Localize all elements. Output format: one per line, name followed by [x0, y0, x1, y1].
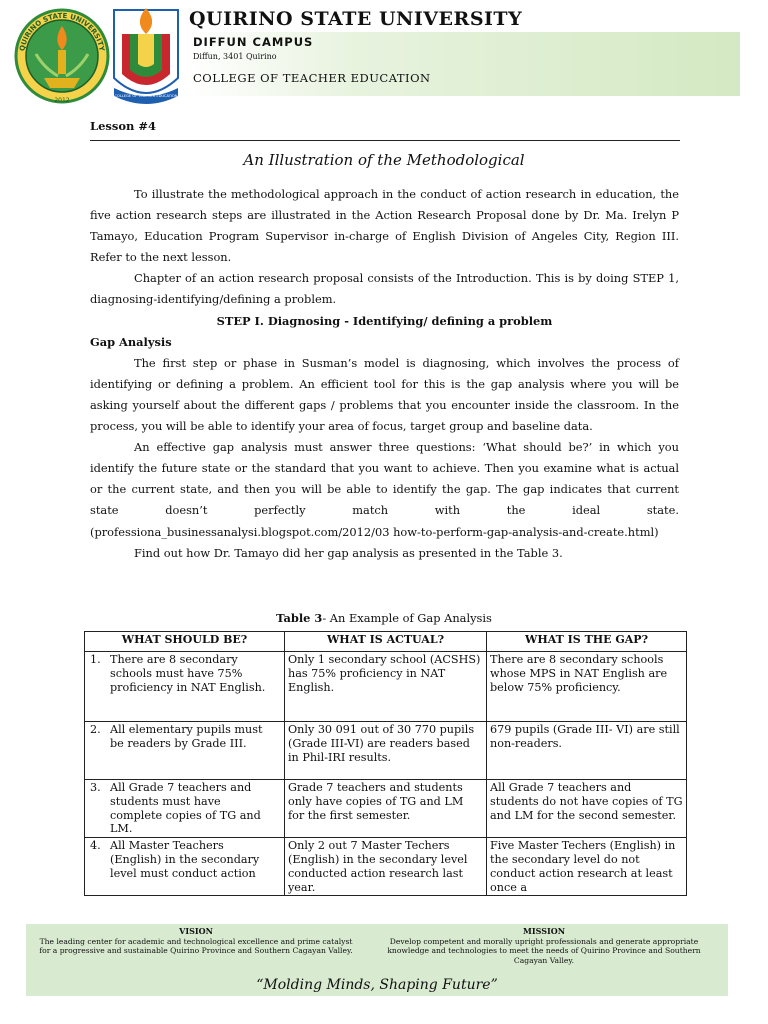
paragraph-diagnosing: The first step or phase in Susman’s model is diagnosing, which involves the process of identifying or defining a problem. An efficient tool for this is the gap analysis where you will be asking yourself about the different gaps / problems that you encounter inside the classroom. In the process, you will be able to identify your area of focus, target group and baseline data.	[90, 355, 679, 434]
table-row	[85, 652, 687, 722]
mission-title: MISSION	[523, 926, 565, 936]
table-cell	[85, 780, 285, 838]
vision-block	[36, 927, 356, 956]
page-title: An Illustration of the Methodological	[243, 151, 525, 169]
row-number: 2.	[90, 723, 101, 736]
paragraph-intro: To illustrate the methodological approach in the conduct of action research in education, the five action research steps are illustrated in the Action Research Proposal done by Dr. Ma. Irelyn P Tamayo, Education Program Supervisor in-charge of English Division of Angeles City, Region III. Refer to the next lesson.	[90, 187, 679, 265]
svg-text:2012: 2012	[54, 97, 70, 104]
table-cell: There are 8 secondary schools whose MPS in NAT English are below 75% proficiency.	[487, 652, 687, 722]
table-cell: 679 pupils (Grade III- VI) are still non-readers.	[487, 722, 687, 780]
campus-name: DIFFUN CAMPUS	[193, 35, 314, 49]
step-heading: STEP I. Diagnosing - Identifying/ defining a problem	[216, 313, 553, 328]
table-cell: Only 2 out 7 Master Techers (English) in the secondary level conducted action research last year.	[284, 838, 486, 896]
table-cell: Five Master Techers (English) in the secondary level do not conduct action research at least once a	[487, 838, 687, 896]
table-caption	[0, 611, 768, 625]
table-row	[85, 838, 687, 896]
paragraph-gap-analysis: An effective gap analysis must answer three questions: ‘What should be?’ in which you identify the future state or the standard that you want to achieve. Then you examine what is actual or the current state, and then you will be able to identify the gap. The gap indicates that current state doesn’t perfectly match with the ideal state. (professiona_businessanalysi.blogspot.com/2012/03 how-to-perform-gap-analysis-and-create.html)	[90, 440, 679, 539]
campus-address: Diffun, 3401 Quirino	[193, 52, 277, 61]
svg-text:COLLEGE OF TEACHER EDUCATION: COLLEGE OF TEACHER EDUCATION	[114, 94, 178, 98]
document-footer	[26, 924, 728, 996]
mission-text: Develop competent and morally upright professionals and generate appropriate knowledge and technologies to meet the needs of Quirino Province and Southern Cagayan Valley.	[387, 936, 701, 965]
mission-block	[374, 927, 714, 965]
header-rule	[90, 140, 680, 141]
table-cell	[85, 838, 285, 896]
row-number: 1.	[90, 653, 101, 666]
college-name: COLLEGE OF TEACHER EDUCATION	[193, 71, 431, 85]
paragraph-find-out: Find out how Dr. Tamayo did her gap analysis as presented in the Table 3.	[134, 545, 563, 560]
university-logos	[14, 4, 184, 108]
column-header: WHAT SHOULD BE?	[85, 632, 285, 652]
section-heading: Gap Analysis	[90, 334, 172, 349]
cte-seal-icon	[114, 8, 178, 104]
cell-text: There are 8 secondary schools must have 75% proficiency in NAT English.	[110, 653, 266, 694]
university-name: QUIRINO STATE UNIVERSITY	[189, 8, 523, 30]
paragraph-chapter: Chapter of an action research proposal consists of the Introduction. This is by doing STEP 1, diagnosing-identifying/defining a problem.	[90, 271, 679, 307]
gap-analysis-table	[84, 631, 687, 896]
table-row	[85, 722, 687, 780]
qsu-seal-icon	[16, 10, 108, 104]
cell-text: All Grade 7 teachers and students must have complete copies of TG and LM.	[110, 781, 261, 836]
table-cell: Only 30 091 out of 30 770 pupils (Grade III-VI) are readers based in Phil-IRI results.	[284, 722, 486, 780]
table-cell: Grade 7 teachers and students only have copies of TG and LM for the first semester.	[284, 780, 486, 838]
document-body	[90, 184, 679, 564]
table-header-row	[85, 632, 687, 652]
table-cell: Only 1 secondary school (ACSHS) has 75% proficiency in NAT English.	[284, 652, 486, 722]
vision-text: The leading center for academic and technological excellence and prime catalyst for a progressive and sustainable Quirino Province and Southern Cagayan Valley.	[39, 936, 353, 956]
cell-text: All elementary pupils must be readers by Grade III.	[110, 723, 263, 750]
column-header: WHAT IS THE GAP?	[487, 632, 687, 652]
university-motto: “Molding Minds, Shaping Future”	[256, 977, 498, 993]
table-caption-text: - An Example of Gap Analysis	[322, 611, 492, 625]
table-cell	[85, 652, 285, 722]
table-caption-label: Table 3	[276, 611, 323, 625]
document-header	[0, 0, 768, 110]
lesson-number: Lesson #4	[90, 119, 157, 133]
table-cell: All Grade 7 teachers and students do not have copies of TG and LM for the second semester.	[487, 780, 687, 838]
table-row	[85, 780, 687, 838]
vision-title: VISION	[179, 926, 213, 936]
svg-text:QUIRINO STATE UNIVERSITY: QUIRINO STATE UNIVERSITY	[18, 11, 106, 52]
table-cell	[85, 722, 285, 780]
row-number: 4.	[90, 839, 101, 853]
cell-text: All Master Teachers (English) in the secondary level must conduct action	[110, 839, 260, 880]
row-number: 3.	[90, 781, 101, 794]
column-header: WHAT IS ACTUAL?	[284, 632, 486, 652]
